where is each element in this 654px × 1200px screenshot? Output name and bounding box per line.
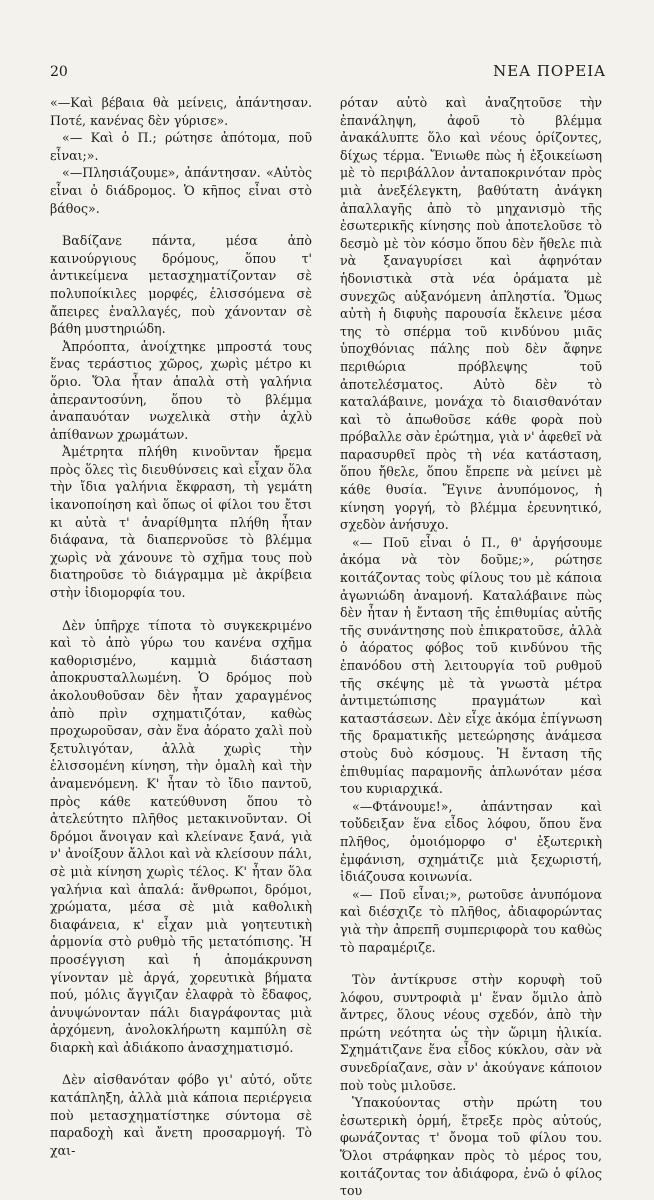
left-column <box>50 94 312 1159</box>
paragraph: Βαδίζανε πάντα, μέσα ἀπὸ καινούργιους δρόμους, ὅπου τ' ἀντικείμενα μετασχηματίζονταν σὲ πολυποίκιλες μορφές, ἑλισσόμενα σὲ ἄπειρες ἐναλλαγές, ποὺ χάνονταν σὲ βάθη μυστηριώδη. <box>50 233 312 337</box>
paragraph: Δὲν αἰσθανόταν φόβο γι' αὐτό, οὔτε κατάπληξη, ἀλλὰ μιὰ κάποια περιέργεια ποὺ μετασχηματίστηκε σύντομα σὲ παραδοχὴ καὶ ἄνετη προσαρμογή. Τὸ χαι- <box>50 1072 312 1158</box>
paragraph: «—Φτάνουμε!», ἀπάντησαν καὶ τοὔδειξαν ἕνα εἶδος λόφου, ὅπου ἕνα πλῆθος, ὁμοιόμορφο σ' ἐξωτερικὴ ἐμφάνιση, σχημάτιζε μιὰ ξεχωριστή, ἰδιάζουσα κοινωνία. <box>340 798 602 885</box>
paragraph: Ἀμέτρητα πλήθη κινοῦνταν ἤρεμα πρὸς ὅλες τὶς διευθύνσεις καὶ εἶχαν ὅλα τὴν ἴδια γαλήνια ἔκφραση, τὴ γεμάτη ἱκανοποίηση καὶ ὅπως οἱ φίλοι του ἔτσι κι αὐτὰ τ' ἀναρίθμητα πλήθη ἦταν διάφανα, τὰ διαπερνοῦσε τὸ βλέμμα χωρὶς νὰ χάνουνε τὸ σχῆμα τους ποὺ διατηροῦσε τὸ διάγραμμα μὲ ἀκρίβεια στὴν ἰδιομορφία του. <box>50 444 312 601</box>
paragraph: «—Καὶ βέβαια θὰ μείνεις, ἀπάντησαν. Ποτέ, κανένας δὲν γύρισε». <box>50 95 312 128</box>
paragraph: «— Ποῦ εἶναι;», ρωτοῦσε ἀνυπόμονα καὶ διέσχιζε τὸ πλῆθος, ἀδιαφορώντας γιὰ τὴν ἀπρεπῆ συμπεριφορὰ του καθὼς τὸ παραμέριζε. <box>340 886 602 955</box>
page-number: 20 <box>50 64 68 80</box>
right-column <box>340 94 602 1200</box>
paragraph: Ὑπακούοντας στὴν πρώτη του ἐσωτερικὴ ὁρμή, ἔτρεξε πρὸς αὐτούς, φωνάζοντας τ' ὄνομα τοῦ φίλου του. Ὅλοι στράφηκαν πρὸς τὸ μέρος του, κοιτάζοντας τον ἀδιάφορα, ἐνῶ ὁ φίλος του <box>340 1095 602 1199</box>
paragraph: Τὸν ἀντίκρυσε στὴν κορυφὴ τοῦ λόφου, συντροφιὰ μ' ἕναν ὅμιλο ἀπὸ ἄντρες, ὅλους νέους σχεδόν, ἀπὸ τὴν πρώτη νεότητα ὡς τὴν ὥριμη ἡλικία. Σχημάτιζανε ἕνα εἶδος κύκλου, σὰν νὰ συνεδρίαζανε, σὰν ν' ἀκούγανε κάποιον ποὺ τοὺς μιλοῦσε. <box>340 972 602 1093</box>
running-head: ΝΕΑ ΠΟΡΕΙΑ <box>493 62 606 80</box>
paragraph: «— Ποῦ εἶναι ὁ Π., θ' ἀργήσουμε ἀκόμα νὰ τὸν δοῦμε;», ρώτησε κοιτάζοντας τοὺς φίλους του μὲ κάποια ἀγωνιώδη ἀναμονή. Καταλάβαινε πὼς δὲν ἦταν ἡ ἔνταση τῆς ἐπιθυμίας αὐτῆς τῆς συνάντησης ποὺ ἐπικρατοῦσε, ἀλλὰ ὁ ἀόρατος φόβος τοῦ κινδύνου τῆς ἐπανόδου στὴ λειτουργία τοῦ ρυθμοῦ τῆς σκέψης μὲ τὰ γνωστὰ μέτρα ἀντιμετώπισης πραγμάτων καὶ καταστάσεων. Δὲν εἶχε ἀκόμα ἐπίγνωση τῆς δραματικῆς μετεώρησης ἀνάμεσα στοὺς δυὸ κόσμους. Ἡ ἔνταση τῆς ἐπιθυμίας παραμονῆς ἁπλωνόταν μέσα του κυριαρχικά. <box>340 534 602 797</box>
paragraph: «— Καὶ ὁ Π.; ρώτησε ἀπότομα, ποῦ εἶναι;». <box>50 130 312 163</box>
paragraph: ρόταν αὐτὸ καὶ ἀναζητοῦσε τὴν ἐπανάληψη, ἀφοῦ τὸ βλέμμα ἀνακάλυπτε ὅλο καὶ νέους ὁρίζοντες, δίχως τέρμα. Ἔνιωθε πὼς ἡ ἐξοικείωση μὲ τὸ περιβάλλον ἀνταποκρινόταν πρὸς μιὰ ἀνεξέλεγκτη, βαθύτατη ἀνάγκη ἀπαλλαγῆς ἀπὸ τὸ μηχανισμὸ τῆς ἐσωτερικῆς κίνησης ποὺ ἀποτελοῦσε τὸ δεσμὸ μὲ τὸν κόσμο ὅπου δὲν ἤθελε πιὰ νὰ ξαναγυρίσει καὶ ἀφηνόταν ἡδονιστικὰ στὰ νέα ὁράματα μὲ συνεχῶς αὐξανόμενη ἀπληστία. Ὅμως αὐτὴ ἡ διφυὴς παρουσία ἔκλεινε μέσα της τὸ σπέρμα τοῦ κινδύνου μιᾶς ὑποχθόνιας πάλης ποὺ δὲν ἄφηνε περιθώρια πρόβλεψης τοῦ ἀποτελέσματος. Αὐτὸ δὲν τὸ καταλάβαινε, μονάχα τὸ διαισθανόταν καὶ τὸ ἀπωθοῦσε κάθε φορὰ ποὺ πρόβαλλε σὰν ἐρώτημα, γιὰ ν' ἀφεθεῖ νὰ παρασυρθεῖ πρὸς τὴ νέα κατάσταση, ὅπου ἤθελε, ὅπου ἔπρεπε νὰ μείνει μὲ κάθε θυσία. Ἔγινε ἀνυπόμονος, ἡ κίνηση γοργή, τὸ βλέμμα ἐρευνητικό, σχεδὸν ἀνήσυχο. <box>340 95 602 533</box>
paragraph: Ἀπρόοπτα, ἀνοίχτηκε μπροστά τους ἕνας τεράστιος χῶρος, χωρὶς μέτρο κι ὅριο. Ὅλα ἦταν ἁπαλὰ στὴ γαλήνια ἀπεραντοσύνη, ὅπου τὸ βλέμμα ἀναπαυόταν νωχελικὰ στὴν ἀχλὺ ἀπίθανων χρωμάτων. <box>50 338 312 442</box>
paragraph: Δὲν ὑπῆρχε τίποτα τὸ συγκεκριμένο καὶ τὸ ἀπὸ γύρω του κανένα σχῆμα καθορισμένο, καμμιὰ διάσταση ἀποκρυσταλλωμένη. Ὁ δρόμος ποὺ ἀκολουθοῦσαν δὲν ἦταν χαραγμένος ἀπὸ πρὶν σχηματιζόταν, καθὼς προχωροῦσαν, σὰν ἕνα ἀόρατο χαλὶ ποὺ ξετυλιγόταν, ἀλλὰ χωρὶς τὴν ἑλισσομένη κίνηση, τὴν ὁμαλὴ καὶ τὴν ἀναμενόμενη. Κ' ἦταν τὸ ἴδιο παντοῦ, πρὸς κάθε κατεύθυνση ὅπου τὸ ἀτελεύτητο πλῆθος μετακινοῦνταν. Οἱ δρόμοι ἄνοιγαν καὶ κλείνανε ξανά, γιὰ ν' ἀνοίξουν ἄλλοι καὶ νὰ κλείσουν πάλι, σὲ μιὰ κίνηση χωρὶς τέλος. Κ' ἦταν ὅλα γαλήνια καὶ ἁπαλά: ἄνθρωποι, δρόμοι, χρώματα, μέσα σὲ μιὰ καθολικὴ διαφάνεια, κ' εἶχαν μιὰ γοητευτικὴ ἁρμονία στὸ ρυθμὸ τῆς μετατόπισης. Ἡ προσέγγιση καὶ ἡ ἀπομάκρυνση γίνονταν μὲ ἀργά, χορευτικὰ βήματα πού, μόλις ἄγγιζαν ἐλαφρὰ τὸ ἔδαφος, ἀνυψώνονταν πάλι διαγράφοντας μιὰ ἀρχόμενη, ἀνολοκλήρωτη καμπύλη σὲ διαρκὴ καὶ ἀδιάκοπο ἀνασχηματισμό. <box>50 617 312 1055</box>
paragraph: «—Πλησιάζουμε», ἀπάντησαν. «Αὐτὸς εἶναι ὁ διάδρομος. Ὁ κῆπος εἶναι στὸ βάθος». <box>50 165 312 216</box>
